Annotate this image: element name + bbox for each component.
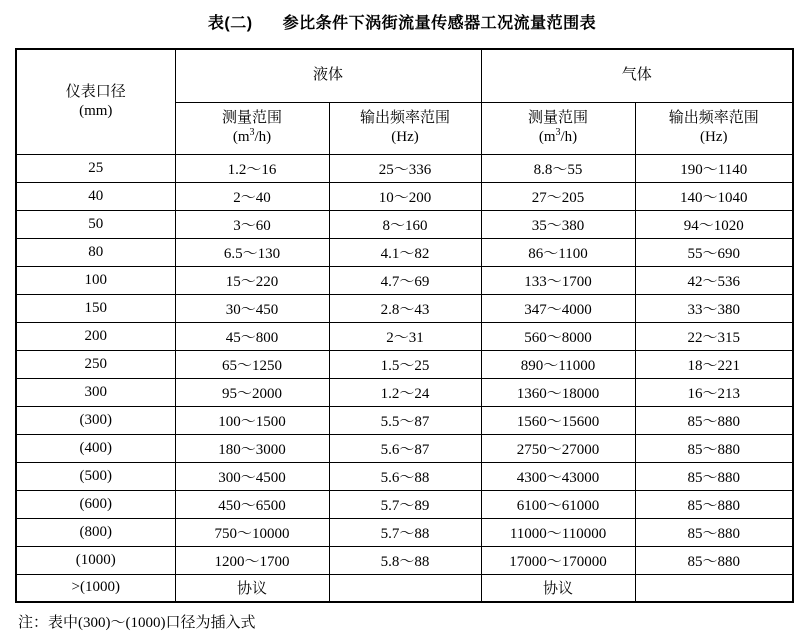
table-row	[16, 182, 793, 210]
cell-diameter: 200	[16, 322, 175, 350]
cell-diameter: >(1000)	[16, 574, 175, 602]
unit-m3h-post: /h)	[254, 129, 272, 145]
cell-diameter: (500)	[16, 462, 175, 490]
cell-liquid-range: 180～3000	[175, 434, 329, 462]
header-liquid-freq	[329, 102, 481, 154]
header-row-groups	[16, 49, 793, 102]
cell-gas-range: 35～380	[481, 210, 635, 238]
table-row	[16, 238, 793, 266]
cell-gas-range: 133～1700	[481, 266, 635, 294]
cell-gas-range: 86～1100	[481, 238, 635, 266]
cell-gas-range: 协议	[481, 574, 635, 602]
cell-diameter: (400)	[16, 434, 175, 462]
cell-liquid-range: 65～1250	[175, 350, 329, 378]
cell-liquid-range: 1200～1700	[175, 546, 329, 574]
cell-liquid-range: 15～220	[175, 266, 329, 294]
cell-liquid-range: 2～40	[175, 182, 329, 210]
cell-gas-freq: 18～221	[635, 350, 793, 378]
header-gas-freq-unit: (Hz)	[700, 129, 728, 145]
table-row	[16, 154, 793, 182]
cell-diameter: (800)	[16, 518, 175, 546]
cell-liquid-freq: 10～200	[329, 182, 481, 210]
cell-liquid-range: 100～1500	[175, 406, 329, 434]
cell-gas-range: 4300～43000	[481, 462, 635, 490]
header-liquid-freq-label: 输出频率范围	[360, 110, 451, 127]
cell-gas-range: 11000～110000	[481, 518, 635, 546]
cell-liquid-range: 6.5～130	[175, 238, 329, 266]
cell-gas-freq: 33～380	[635, 294, 793, 322]
cell-liquid-freq: 5.6～88	[329, 462, 481, 490]
cell-liquid-freq: 1.2～24	[329, 378, 481, 406]
cell-liquid-freq: 25～336	[329, 154, 481, 182]
cell-gas-range: 8.8～55	[481, 154, 635, 182]
header-liquid-measure-label: 测量范围	[221, 110, 282, 127]
header-liquid-measure	[175, 102, 329, 154]
unit-m3h-pre: (m	[538, 129, 556, 145]
header-gas-measure-label: 测量范围	[528, 110, 589, 127]
cell-gas-freq: 140～1040	[635, 182, 793, 210]
cell-liquid-range: 协议	[175, 574, 329, 602]
cell-gas-range: 1360～18000	[481, 378, 635, 406]
table-row	[16, 322, 793, 350]
cell-gas-freq: 85～880	[635, 462, 793, 490]
cell-gas-range: 6100～61000	[481, 490, 635, 518]
unit-m3h-post: /h)	[560, 129, 578, 145]
cell-diameter: 50	[16, 210, 175, 238]
table-row	[16, 574, 793, 602]
cell-gas-freq: 42～536	[635, 266, 793, 294]
table-row	[16, 490, 793, 518]
header-group-gas: 气体	[481, 49, 793, 102]
header-gas-measure	[481, 102, 635, 154]
cell-gas-freq: 85～880	[635, 518, 793, 546]
header-gas-measure-unit	[482, 128, 635, 147]
flow-range-table	[15, 48, 794, 603]
cell-gas-freq: 16～213	[635, 378, 793, 406]
table-row	[16, 350, 793, 378]
cell-gas-freq: 94～1020	[635, 210, 793, 238]
cell-gas-freq: 85～880	[635, 434, 793, 462]
cell-gas-freq	[635, 574, 793, 602]
table-row	[16, 434, 793, 462]
cell-gas-range: 560～8000	[481, 322, 635, 350]
table-row	[16, 378, 793, 406]
cell-diameter: 250	[16, 350, 175, 378]
cell-gas-range: 1560～15600	[481, 406, 635, 434]
cell-liquid-freq: 5.7～89	[329, 490, 481, 518]
cell-gas-freq: 190～1140	[635, 154, 793, 182]
cell-liquid-freq: 8～160	[329, 210, 481, 238]
cell-liquid-range: 95～2000	[175, 378, 329, 406]
cell-diameter: 25	[16, 154, 175, 182]
cell-liquid-freq: 1.5～25	[329, 350, 481, 378]
cell-diameter: (600)	[16, 490, 175, 518]
cell-liquid-freq: 2～31	[329, 322, 481, 350]
table-number: 表(二)	[207, 15, 253, 32]
table-row	[16, 546, 793, 574]
table-row	[16, 462, 793, 490]
cell-gas-range: 27～205	[481, 182, 635, 210]
table-row	[16, 294, 793, 322]
cell-gas-freq: 85～880	[635, 406, 793, 434]
cell-gas-range: 2750～27000	[481, 434, 635, 462]
cell-liquid-freq: 4.7～69	[329, 266, 481, 294]
cell-liquid-freq: 4.1～82	[329, 238, 481, 266]
cell-liquid-range: 45～800	[175, 322, 329, 350]
cell-gas-range: 347～4000	[481, 294, 635, 322]
table-row	[16, 518, 793, 546]
cell-liquid-freq: 5.8～88	[329, 546, 481, 574]
header-liquid-freq-unit: (Hz)	[391, 129, 419, 145]
cell-diameter: (1000)	[16, 546, 175, 574]
header-gas-freq	[635, 102, 793, 154]
cell-liquid-range: 300～4500	[175, 462, 329, 490]
cell-liquid-range: 3～60	[175, 210, 329, 238]
unit-m3h-sup: 3	[555, 127, 561, 138]
cell-liquid-freq: 5.5～87	[329, 406, 481, 434]
table-row	[16, 266, 793, 294]
cell-gas-freq: 85～880	[635, 490, 793, 518]
header-gas-freq-label: 输出频率范围	[668, 110, 759, 127]
page-title	[0, 0, 804, 33]
unit-m3h-pre: (m	[232, 129, 250, 145]
header-diameter-unit: (mm)	[79, 102, 113, 119]
cell-liquid-range: 750～10000	[175, 518, 329, 546]
cell-diameter: 80	[16, 238, 175, 266]
cell-liquid-range: 30～450	[175, 294, 329, 322]
header-diameter-label: 仪表口径	[65, 84, 126, 100]
header-group-liquid: 液体	[175, 49, 481, 102]
header-liquid-measure-unit	[176, 128, 329, 147]
cell-gas-range: 890～11000	[481, 350, 635, 378]
cell-liquid-freq	[329, 574, 481, 602]
cell-gas-freq: 55～690	[635, 238, 793, 266]
cell-gas-freq: 22～315	[635, 322, 793, 350]
unit-m3h-sup: 3	[249, 127, 255, 138]
cell-diameter: 300	[16, 378, 175, 406]
cell-diameter: 150	[16, 294, 175, 322]
table-row	[16, 406, 793, 434]
cell-liquid-freq: 5.6～87	[329, 434, 481, 462]
header-diameter	[16, 49, 175, 154]
cell-diameter: 40	[16, 182, 175, 210]
table-title-text: 参比条件下涡街流量传感器工况流量范围表	[282, 15, 597, 32]
cell-liquid-range: 1.2～16	[175, 154, 329, 182]
cell-diameter: (300)	[16, 406, 175, 434]
cell-gas-range: 17000～170000	[481, 546, 635, 574]
table-row	[16, 210, 793, 238]
cell-liquid-freq: 5.7～88	[329, 518, 481, 546]
cell-gas-freq: 85～880	[635, 546, 793, 574]
cell-liquid-freq: 2.8～43	[329, 294, 481, 322]
cell-diameter: 100	[16, 266, 175, 294]
footnote: 注：表中(300)～(1000)口径为插入式	[18, 615, 256, 631]
cell-liquid-range: 450～6500	[175, 490, 329, 518]
